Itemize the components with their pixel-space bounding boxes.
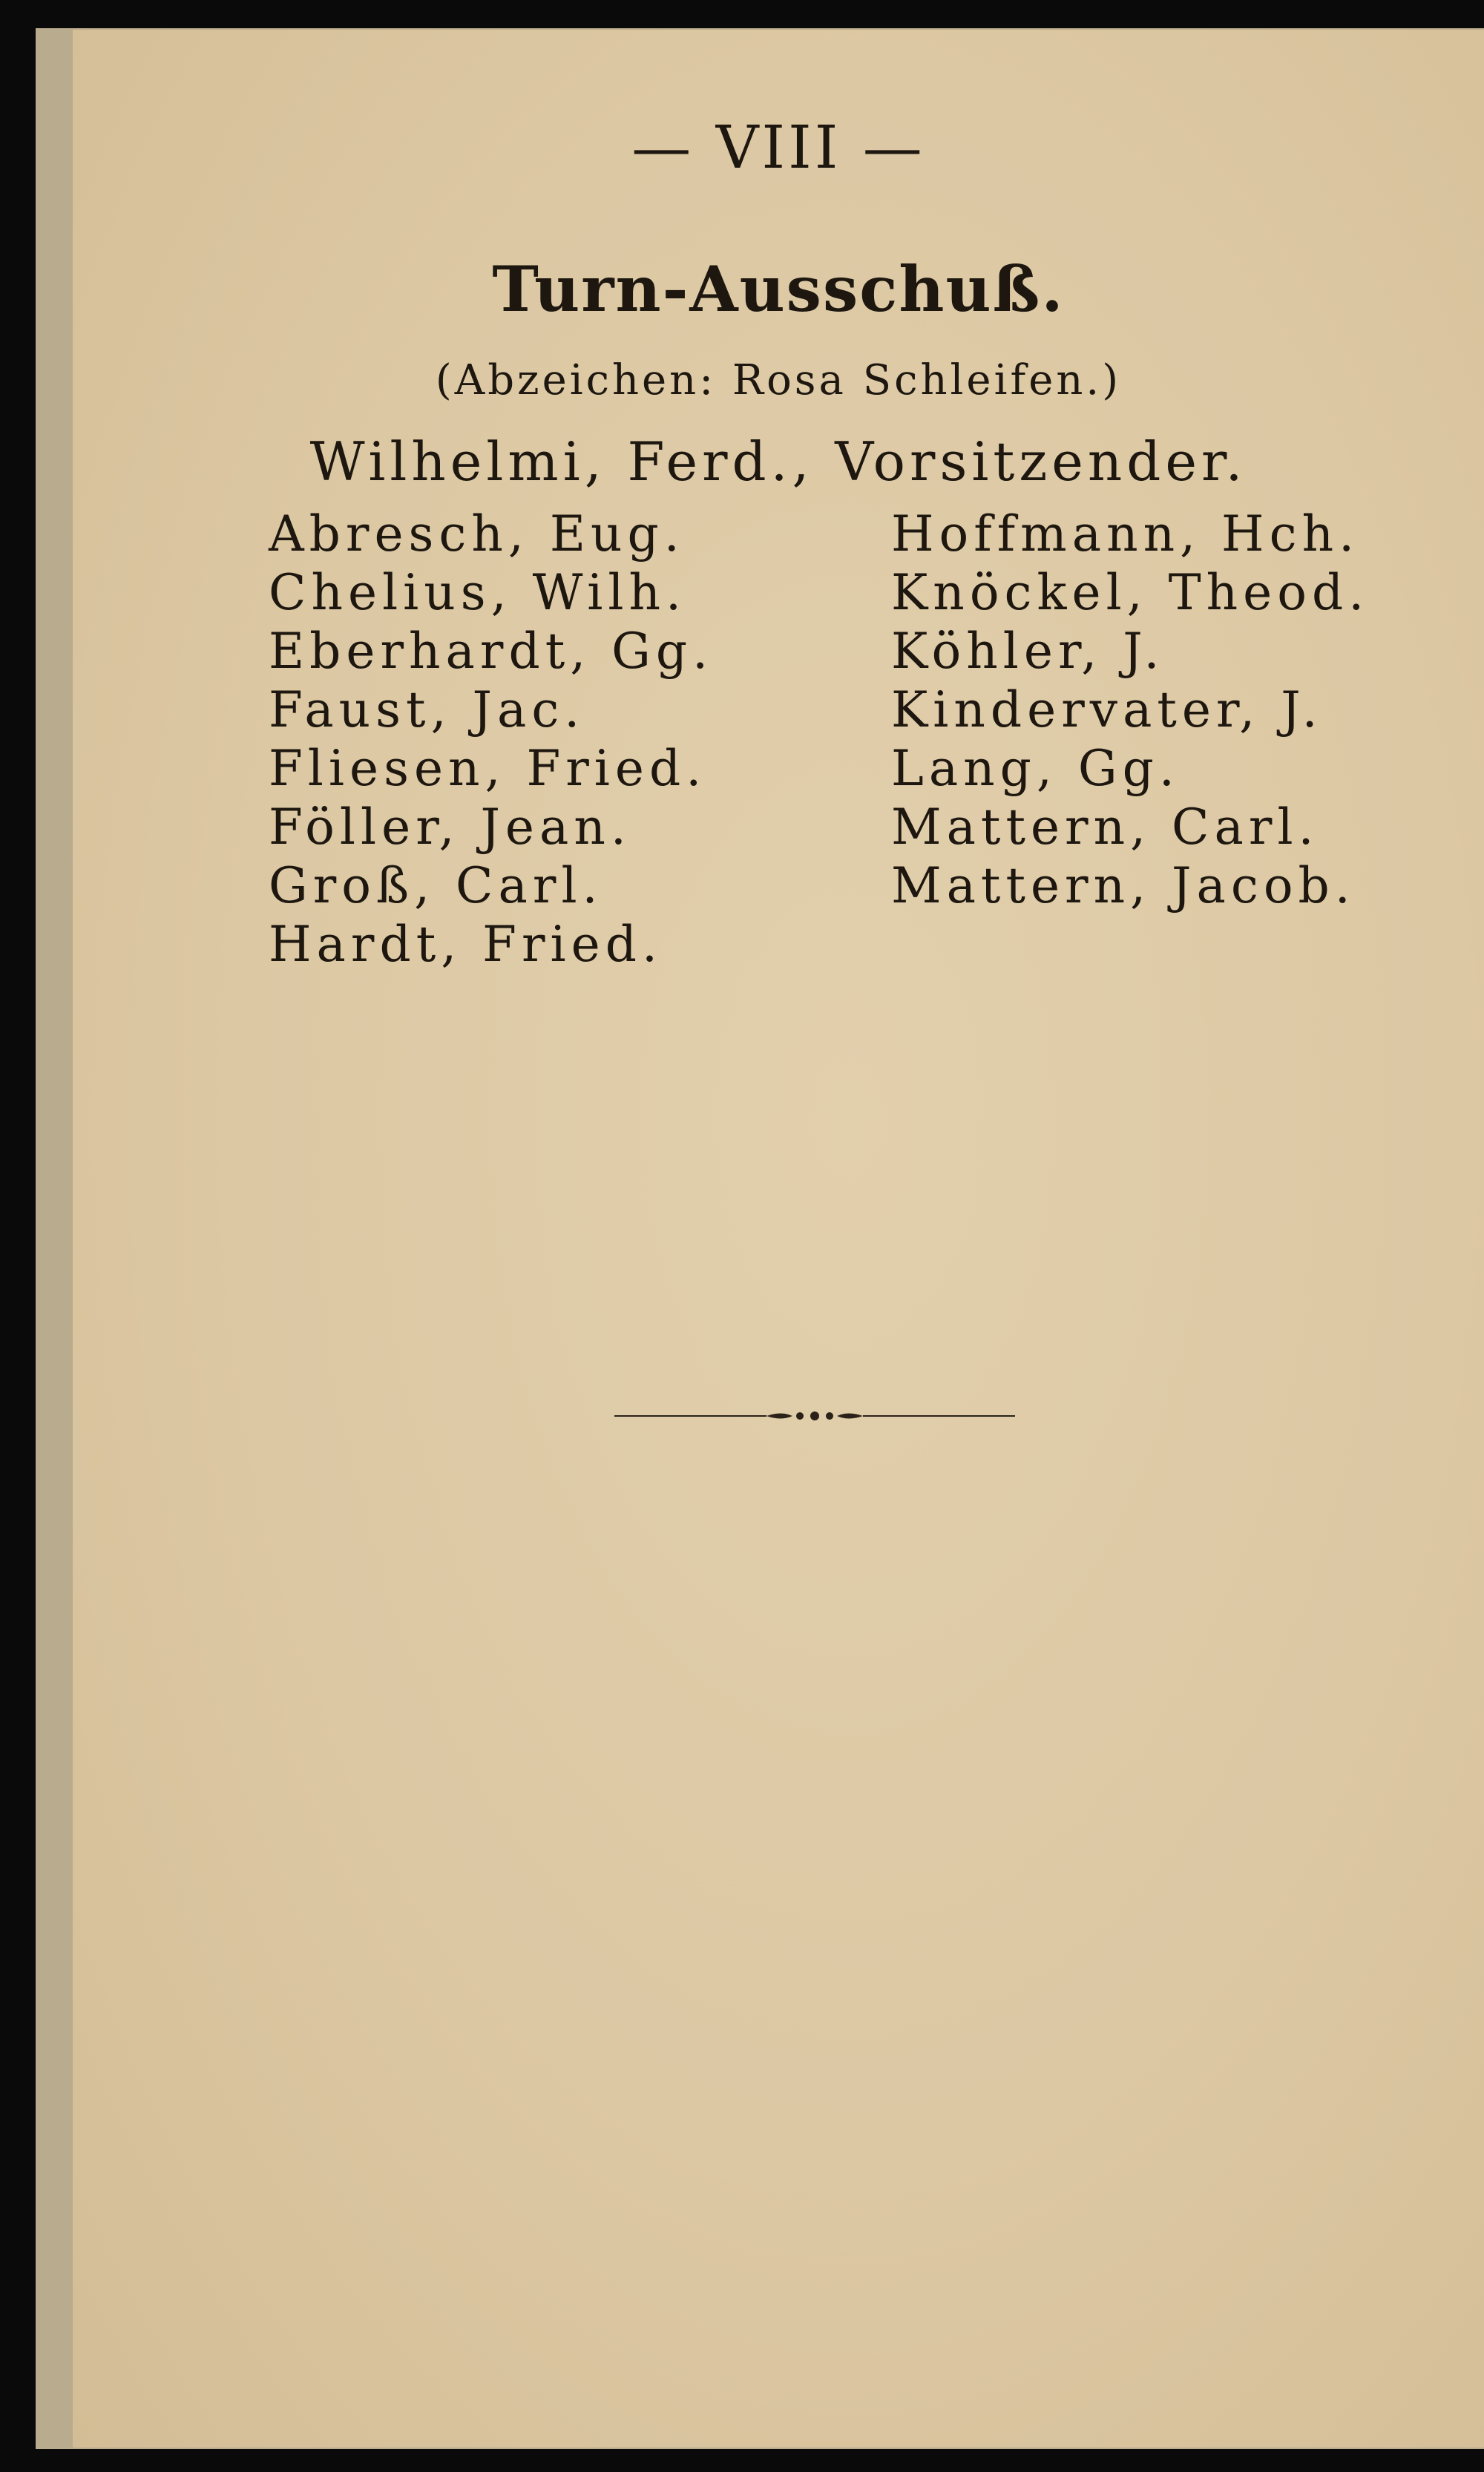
badge-note: (Abzeichen: Rosa Schleifen.) — [435, 356, 1122, 404]
member-name: Kindervater, J. — [891, 681, 1323, 738]
ornamental-rule — [614, 1409, 1015, 1423]
members-left-column — [269, 505, 713, 974]
member-name: Lang, Gg. — [891, 740, 1180, 797]
member-name: Faust, Jac. — [269, 681, 585, 738]
member-name: Hardt, Fried. — [269, 916, 663, 973]
members-right-column — [891, 505, 1369, 915]
member-name: Mattern, Carl. — [891, 799, 1319, 856]
chairman-line: Wilhelmi, Ferd., Vorsitzender. — [309, 430, 1247, 493]
member-name: Fliesen, Fried. — [269, 740, 707, 797]
member-name: Chelius, Wilh. — [269, 564, 686, 621]
page-number: — VIII — — [631, 113, 925, 182]
member-name: Knöckel, Theod. — [891, 564, 1370, 621]
member-name: Abresch, Eug. — [269, 505, 685, 563]
section-heading: Turn-Ausschuß. — [492, 252, 1065, 326]
member-name: Groß, Carl. — [269, 857, 603, 914]
paper-page — [73, 30, 1484, 2448]
member-name: Mattern, Jacob. — [891, 857, 1356, 914]
member-name: Eberhardt, Gg. — [269, 623, 714, 680]
member-name: Föller, Jean. — [269, 799, 631, 856]
member-name: Hoffmann, Hch. — [891, 505, 1360, 563]
member-name: Köhler, J. — [891, 623, 1165, 680]
